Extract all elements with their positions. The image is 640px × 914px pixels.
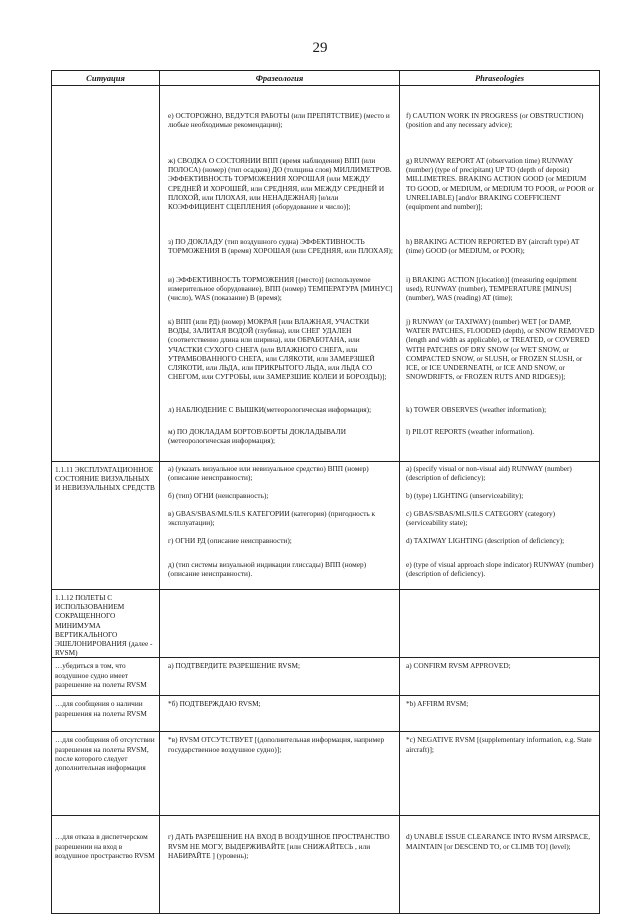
section-label-aids: 1.1.11 ЭКСПЛУАТАЦИОННОЕ СОСТОЯНИЕ ВИЗУАЛЬНЫХ И НЕВИЗУАЛЬНЫХ СРЕДСТВ <box>55 465 155 493</box>
phraseology-table <box>51 70 600 914</box>
situation-cell <box>52 658 160 696</box>
situation-cell <box>52 732 160 816</box>
item-en-j: j) RUNWAY (or TAXIWAY) (number) WET [or DAMP, WATER PATCHES, FLOODED (depth), or SNOW REMOVED (length and width as applicable), or TREATED, or COVERED WITH PATCHES OF DRY SNOW (or WET SNOW, or COMPACTED SNOW, or SLUSH, or FROZEN SLUSH, or ICE, or ICE UNDERNEATH, or ICE AND SNOW, or SNOWDRIFTS, or FROZEN RUTS AND RIDGES)]; <box>406 317 595 382</box>
table-row <box>52 732 600 816</box>
item-ru-a: а) (указать визуальное или невизуальное средство) ВПП (номер) (описание неисправности); <box>168 464 369 483</box>
item-en-b: b) (type) LIGHTING (unserviceability); <box>406 491 524 500</box>
rvsm-en-a: a) CONFIRM RVSM APPROVED; <box>406 661 511 671</box>
item-en-e2: e) (type of visual approach slope indicator) RUNWAY (number) (description of deficiency). <box>406 560 594 579</box>
item-ru-l: м) ПО ДОКЛАДАМ БОРТОВ\БОРТЫ ДОКЛАДЫВАЛИ (метеорологическая информация); <box>168 427 346 446</box>
item-en-l: l) PILOT REPORTS (weather information). <box>406 427 535 436</box>
phraseology-ru-cell <box>160 816 400 914</box>
situation-cell <box>52 816 160 914</box>
table-row <box>52 658 600 696</box>
item-ru-h: з) ПО ДОКЛАДУ (тип воздушного судна) ЭФФЕКТИВНОСТЬ ТОРМОЖЕНИЯ В (время) ХОРОШАЯ (или СРЕДНЯЯ, или ПЛОХАЯ); <box>168 237 393 256</box>
item-en-k: k) TOWER OBSERVES (weather information); <box>406 405 547 414</box>
rvsm-ru-c: *в) RVSM ОТСУТСТВУЕТ [(дополнительная информация, например государственное воздушное судно)]; <box>168 735 385 754</box>
table-row <box>52 86 600 462</box>
item-en-h: h) BRAKING ACTION REPORTED BY (aircraft type) AT (time) GOOD (or MEDIUM, or POOR); <box>406 237 580 256</box>
item-en-e: f) CAUTION WORK IN PROGRESS (or OBSTRUCTION) (position and any necessary advice); <box>406 111 584 130</box>
situation-cell <box>52 86 160 462</box>
section-title-rvsm: 1.1.12 ПОЛЕТЫ С ИСПОЛЬЗОВАНИЕМ СОКРАЩЕННОГО МИНИМУМА ВЕРТИКАЛЬНОГО ЭШЕЛОНИРОВАНИЯ (далее - RVSM) <box>55 593 153 658</box>
item-en-d: d) TAXIWAY LIGHTING (description of deficiency); <box>406 536 565 545</box>
header-phraseology-ru: Фразеология <box>160 71 400 86</box>
table-row <box>52 590 600 658</box>
phraseology-en-cell <box>400 816 600 914</box>
situation-text: …для отказа в диспетчерском разрешении на вход в воздушное пространство RVSM <box>55 832 155 860</box>
rvsm-en-c: *c) NEGATIVE RVSM [(supplementary information, e.g. State aircraft)]; <box>406 735 592 754</box>
item-ru-b: б) (тип) ОГНИ (неисправность); <box>168 491 269 500</box>
item-en-a: a) (specify visual or non-visual aid) RUNWAY (number) (description of deficiency); <box>406 464 572 483</box>
header-situation: Ситуация <box>52 71 160 86</box>
item-ru-k: л) НАБЛЮДЕНИЕ С ВЫШКИ(метеорологическая информация); <box>168 405 372 414</box>
item-en-g: g) RUNWAY REPORT AT (observation time) RUNWAY (number) (type of precipitant) UP TO (depth of deposit) MILLIMETRES. BRAKING ACTION GOOD (or MEDIUM TO GOOD, or MEDIUM, or MEDIUM TO POOR, or POOR or UNRELIABLE) [and/or BRAKING COEFFICIENT (equipment and number)]; <box>406 156 594 212</box>
item-en-i: i) BRAKING ACTION [(location)] (measuring equipment used), RUNWAY (number), TEMPERATURE [MINUS] (number), WAS (reading) AT (time); <box>406 275 577 303</box>
rvsm-ru-a: а) ПОДТВЕРДИТЕ РАЗРЕШЕНИЕ RVSM; <box>168 661 301 671</box>
situation-text: …для сообщения об отсутствии разрешения на полеты RVSM, после которого следует дополнительная информация <box>55 735 155 773</box>
situation-cell <box>52 462 160 590</box>
rvsm-en-d: d) UNABLE ISSUE CLEARANCE INTO RVSM AIRSPACE, MAINTAIN [or DESCEND TO, or CLIMB TO] (level); <box>406 832 591 851</box>
item-ru-i: и) ЭФФЕКТИВНОСТЬ ТОРМОЖЕНИЯ [(место)] (используемое измерительное оборудование), ВПП (номер) ТЕМПЕРАТУРА [МИНУС] (число), WAS (показание) В (время); <box>168 275 393 303</box>
situation-text: …для сообщения о наличии разрешения на полеты RVSM <box>55 699 147 718</box>
phraseology-en-cell <box>400 86 600 462</box>
page-number: 29 <box>312 40 328 56</box>
item-ru-e: е) ОСТОРОЖНО, ВЕДУТСЯ РАБОТЫ (или ПРЕПЯТСТВИЕ) (место и любые необходимые рекомендации); <box>168 111 390 130</box>
situation-cell <box>52 590 160 658</box>
table-header-row <box>52 71 600 86</box>
phraseology-en-cell <box>400 658 600 696</box>
phraseology-en-cell <box>400 462 600 590</box>
item-ru-d: г) ОГНИ РД (описание неисправности); <box>168 536 292 545</box>
situation-cell <box>52 696 160 732</box>
table-row <box>52 816 600 914</box>
phraseology-en-cell <box>400 732 600 816</box>
phraseology-ru-cell <box>160 696 400 732</box>
item-ru-c: в) GBAS/SBAS/MLS/ILS КАТЕГОРИИ (категория) (пригодность к эксплуатации); <box>168 509 376 528</box>
phraseology-en-cell <box>400 590 600 658</box>
phraseology-ru-cell <box>160 658 400 696</box>
header-phraseology-en: Phraseologies <box>400 71 600 86</box>
phraseology-ru-cell <box>160 732 400 816</box>
item-ru-e2: д) (тип системы визуальной индикации глиссады) ВПП (номер) (описание неисправности). <box>168 560 367 579</box>
item-ru-j: к) ВПП (или РД) (номер) МОКРАЯ [или ВЛАЖНАЯ, УЧАСТКИ ВОДЫ, ЗАЛИТАЯ ВОДОЙ (глубина), или СНЕГ УДАЛЕН (соответственно длина или ширина), или ОБРАБОТАНА, или УЧАСТКИ СУХОГО СНЕГА (или ВЛАЖНОГО СНЕГА, или УТРАМБОВАННОГО СНЕГА, или СЛЯКОТИ, или ЗАМЕРЗШЕЙ СЛЯКОТИ, или ЛЬДА, или ПРИКРЫТОГО ЛЬДА, или ЛЬДА СО СНЕГОМ, или СУГРОБЫ, или ЗАМЕРЗШИЕ КОЛЕИ И БОРОЗДЫ)]; <box>168 317 387 382</box>
item-en-c: c) GBAS/SBAS/MLS/ILS CATEGORY (category) (serviceability state); <box>406 509 556 528</box>
item-ru-g: ж) СВОДКА О СОСТОЯНИИ ВПП (время наблюдения) ВПП (или ПОЛОСА) (номер) (тип осадков) ДО (толщина слоя) МИЛЛИМЕТРОВ. ЭФФЕКТИВНОСТЬ ТОРМОЖЕНИЯ ХОРОШАЯ (или МЕЖДУ СРЕДНЕЙ И ХОРОШЕЙ, или СРЕДНЯЯ, или МЕЖДУ СРЕДНЕЙ И ПЛОХОЙ, или ПЛОХАЯ, или НЕНАДЕЖНАЯ) [и/или КОЭФФИЦИЕНТ СЦЕПЛЕНИЯ (оборудование и число)]; <box>168 156 392 212</box>
table-row <box>52 696 600 732</box>
phraseology-en-cell <box>400 696 600 732</box>
phraseology-ru-cell <box>160 462 400 590</box>
phraseology-ru-cell <box>160 86 400 462</box>
phraseology-ru-cell <box>160 590 400 658</box>
table-row <box>52 462 600 590</box>
rvsm-ru-d: г) ДАТЬ РАЗРЕШЕНИЕ НА ВХОД В ВОЗДУШНОЕ ПРОСТРАНСТВО RVSM НЕ МОГУ, ВЫДЕРЖИВАЙТЕ [или СНИЖАЙТЕСЬ , или НАБИРАЙТЕ ] (уровень); <box>168 832 390 860</box>
rvsm-ru-b: *б) ПОДТВЕРЖДАЮ RVSM; <box>168 699 261 709</box>
situation-text: …убедиться в том, что воздушное судно имеет разрешение на полеты RVSM <box>55 661 147 689</box>
rvsm-en-b: *b) AFFIRM RVSM; <box>406 699 469 709</box>
